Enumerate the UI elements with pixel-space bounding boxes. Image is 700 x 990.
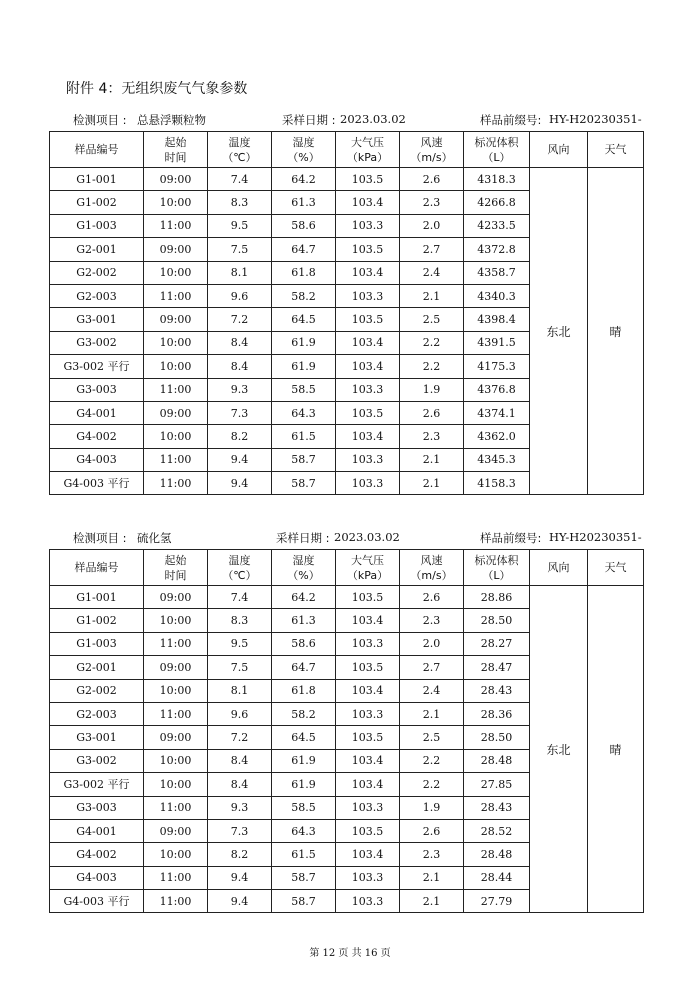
cell-sample-id: G1-003: [50, 632, 144, 655]
cell-temperature: 8.4: [208, 331, 272, 354]
cell-humidity: 64.2: [272, 168, 336, 191]
cell-sample-id: G2-002: [50, 679, 144, 702]
cell-pressure: 103.5: [336, 819, 400, 842]
cell-start-time: 11:00: [144, 214, 208, 237]
cell-std-volume: 4340.3: [464, 284, 530, 307]
cell-wind-speed: 2.6: [400, 586, 464, 609]
cell-sample-id: G2-002: [50, 261, 144, 284]
cell-std-volume: 28.48: [464, 843, 530, 866]
table-2-meta: [0, 530, 700, 546]
cell-sample-id: G1-003: [50, 214, 144, 237]
cell-wind-direction: 东北: [530, 168, 588, 495]
table-row: [50, 586, 644, 609]
cell-std-volume: 28.27: [464, 632, 530, 655]
cell-start-time: 10:00: [144, 843, 208, 866]
date-label: 采样日期 :: [282, 113, 336, 127]
cell-humidity: 58.7: [272, 866, 336, 889]
cell-pressure: 103.4: [336, 843, 400, 866]
cell-humidity: 61.3: [272, 191, 336, 214]
cell-std-volume: 4372.8: [464, 238, 530, 261]
cell-temperature: 9.6: [208, 702, 272, 725]
col-start-time: 起始 时间: [144, 550, 208, 586]
date-value: 2023.03.02: [340, 112, 406, 126]
cell-std-volume: 4233.5: [464, 214, 530, 237]
cell-sample-id: G1-002: [50, 609, 144, 632]
cell-start-time: 09:00: [144, 168, 208, 191]
cell-start-time: 10:00: [144, 261, 208, 284]
cell-pressure: 103.3: [336, 284, 400, 307]
cell-temperature: 9.6: [208, 284, 272, 307]
cell-pressure: 103.5: [336, 308, 400, 331]
cell-temperature: 8.3: [208, 191, 272, 214]
cell-humidity: 61.9: [272, 331, 336, 354]
cell-humidity: 58.6: [272, 214, 336, 237]
cell-std-volume: 4358.7: [464, 261, 530, 284]
cell-temperature: 8.4: [208, 773, 272, 796]
cell-std-volume: 27.79: [464, 890, 530, 913]
cell-weather: 晴: [588, 168, 644, 495]
cell-start-time: 11:00: [144, 890, 208, 913]
cell-temperature: 7.2: [208, 726, 272, 749]
cell-start-time: 09:00: [144, 586, 208, 609]
cell-pressure: 103.3: [336, 632, 400, 655]
cell-std-volume: 4158.3: [464, 472, 530, 495]
prefix-value: HY-H20230351-: [549, 530, 642, 544]
cell-pressure: 103.4: [336, 331, 400, 354]
cell-start-time: 11:00: [144, 866, 208, 889]
cell-pressure: 103.3: [336, 472, 400, 495]
cell-sample-id: G3-002: [50, 749, 144, 772]
cell-std-volume: 28.43: [464, 679, 530, 702]
col-std-volume: 标况体积 （L）: [464, 132, 530, 168]
cell-std-volume: 4266.8: [464, 191, 530, 214]
cell-temperature: 7.3: [208, 401, 272, 424]
table-1-meta: [0, 112, 700, 128]
cell-humidity: 58.2: [272, 284, 336, 307]
cell-wind-speed: 2.1: [400, 866, 464, 889]
cell-humidity: 61.3: [272, 609, 336, 632]
cell-pressure: 103.3: [336, 866, 400, 889]
cell-sample-id: G4-003: [50, 866, 144, 889]
col-weather: 天气: [588, 550, 644, 586]
cell-temperature: 9.5: [208, 214, 272, 237]
cell-sample-id: G4-001: [50, 819, 144, 842]
cell-temperature: 9.3: [208, 796, 272, 819]
cell-wind-speed: 2.2: [400, 749, 464, 772]
col-std-volume: 标况体积 （L）: [464, 550, 530, 586]
cell-humidity: 61.5: [272, 843, 336, 866]
cell-temperature: 8.4: [208, 749, 272, 772]
cell-start-time: 10:00: [144, 749, 208, 772]
cell-pressure: 103.3: [336, 796, 400, 819]
document-title: 附件 4：无组织废气气象参数: [66, 81, 248, 97]
cell-sample-id: G3-003: [50, 378, 144, 401]
cell-pressure: 103.4: [336, 261, 400, 284]
cell-wind-speed: 2.2: [400, 773, 464, 796]
cell-temperature: 9.4: [208, 866, 272, 889]
cell-temperature: 9.4: [208, 890, 272, 913]
cell-start-time: 11:00: [144, 448, 208, 471]
cell-humidity: 61.9: [272, 773, 336, 796]
cell-sample-id: G1-002: [50, 191, 144, 214]
cell-wind-speed: 2.5: [400, 726, 464, 749]
cell-humidity: 64.7: [272, 656, 336, 679]
cell-start-time: 09:00: [144, 308, 208, 331]
cell-wind-speed: 2.3: [400, 609, 464, 632]
cell-wind-speed: 2.4: [400, 679, 464, 702]
cell-start-time: 09:00: [144, 238, 208, 261]
cell-humidity: 58.7: [272, 472, 336, 495]
cell-sample-id: G2-001: [50, 656, 144, 679]
date-value: 2023.03.02: [334, 530, 400, 544]
cell-pressure: 103.4: [336, 679, 400, 702]
cell-pressure: 103.4: [336, 609, 400, 632]
cell-wind-speed: 2.3: [400, 425, 464, 448]
prefix-value: HY-H20230351-: [549, 112, 642, 126]
cell-start-time: 10:00: [144, 773, 208, 796]
col-weather: 天气: [588, 132, 644, 168]
col-sample-id: 样品编号: [50, 132, 144, 168]
cell-humidity: 64.3: [272, 819, 336, 842]
cell-humidity: 61.5: [272, 425, 336, 448]
page-footer: 第 12 页 共 16 页: [309, 948, 391, 959]
cell-wind-speed: 2.4: [400, 261, 464, 284]
col-pressure: 大气压 （kPa）: [336, 132, 400, 168]
cell-pressure: 103.3: [336, 890, 400, 913]
cell-wind-speed: 2.3: [400, 191, 464, 214]
cell-weather: 晴: [588, 586, 644, 913]
cell-humidity: 58.5: [272, 378, 336, 401]
cell-wind-speed: 2.1: [400, 284, 464, 307]
cell-humidity: 61.8: [272, 261, 336, 284]
cell-wind-speed: 2.7: [400, 238, 464, 261]
cell-sample-id: G1-001: [50, 586, 144, 609]
cell-std-volume: 4391.5: [464, 331, 530, 354]
cell-wind-speed: 2.1: [400, 448, 464, 471]
col-wind-speed: 风速 （m/s）: [400, 550, 464, 586]
cell-start-time: 11:00: [144, 632, 208, 655]
col-wind-direction: 风向: [530, 550, 588, 586]
cell-sample-id: G4-001: [50, 401, 144, 424]
cell-temperature: 7.4: [208, 168, 272, 191]
cell-wind-speed: 2.0: [400, 632, 464, 655]
col-humidity: 湿度 （%）: [272, 132, 336, 168]
item-label: 检测项目 :: [73, 531, 127, 545]
col-start-time: 起始 时间: [144, 132, 208, 168]
cell-wind-speed: 2.7: [400, 656, 464, 679]
cell-std-volume: 4398.4: [464, 308, 530, 331]
cell-temperature: 8.3: [208, 609, 272, 632]
cell-sample-id: G4-002: [50, 425, 144, 448]
cell-humidity: 64.2: [272, 586, 336, 609]
cell-std-volume: 28.86: [464, 586, 530, 609]
cell-temperature: 9.5: [208, 632, 272, 655]
cell-wind-speed: 2.2: [400, 355, 464, 378]
cell-pressure: 103.5: [336, 168, 400, 191]
cell-temperature: 9.3: [208, 378, 272, 401]
cell-start-time: 11:00: [144, 702, 208, 725]
cell-wind-speed: 2.6: [400, 168, 464, 191]
cell-wind-speed: 2.1: [400, 472, 464, 495]
cell-sample-id: G1-001: [50, 168, 144, 191]
cell-std-volume: 4374.1: [464, 401, 530, 424]
item-label: 检测项目 :: [73, 113, 127, 127]
cell-humidity: 58.6: [272, 632, 336, 655]
cell-sample-id: G3-001: [50, 726, 144, 749]
cell-start-time: 09:00: [144, 819, 208, 842]
cell-pressure: 103.4: [336, 191, 400, 214]
cell-start-time: 11:00: [144, 378, 208, 401]
cell-pressure: 103.5: [336, 401, 400, 424]
cell-pressure: 103.5: [336, 656, 400, 679]
cell-sample-id: G3-003: [50, 796, 144, 819]
cell-wind-speed: 2.0: [400, 214, 464, 237]
cell-sample-id: G2-001: [50, 238, 144, 261]
cell-pressure: 103.4: [336, 425, 400, 448]
cell-start-time: 11:00: [144, 284, 208, 307]
cell-wind-speed: 2.3: [400, 843, 464, 866]
cell-temperature: 8.4: [208, 355, 272, 378]
header-row: [50, 550, 644, 586]
cell-wind-speed: 2.6: [400, 401, 464, 424]
cell-humidity: 61.9: [272, 749, 336, 772]
cell-sample-id: G4-003 平行: [50, 890, 144, 913]
cell-humidity: 58.5: [272, 796, 336, 819]
cell-pressure: 103.3: [336, 378, 400, 401]
cell-humidity: 64.5: [272, 726, 336, 749]
cell-start-time: 10:00: [144, 425, 208, 448]
cell-wind-speed: 2.5: [400, 308, 464, 331]
cell-pressure: 103.5: [336, 238, 400, 261]
cell-std-volume: 4318.3: [464, 168, 530, 191]
col-temperature: 温度 （℃）: [208, 550, 272, 586]
cell-temperature: 7.4: [208, 586, 272, 609]
cell-humidity: 58.2: [272, 702, 336, 725]
cell-std-volume: 28.47: [464, 656, 530, 679]
cell-temperature: 9.4: [208, 472, 272, 495]
cell-wind-speed: 2.6: [400, 819, 464, 842]
cell-start-time: 10:00: [144, 355, 208, 378]
cell-start-time: 09:00: [144, 401, 208, 424]
item-value: 总悬浮颗粒物: [137, 113, 206, 127]
col-wind-direction: 风向: [530, 132, 588, 168]
cell-humidity: 64.3: [272, 401, 336, 424]
cell-sample-id: G3-002 平行: [50, 355, 144, 378]
table-row: [50, 168, 644, 191]
item-value: 硫化氢: [137, 531, 172, 545]
cell-std-volume: 28.44: [464, 866, 530, 889]
cell-temperature: 7.3: [208, 819, 272, 842]
col-humidity: 湿度 （%）: [272, 550, 336, 586]
cell-pressure: 103.3: [336, 214, 400, 237]
col-pressure: 大气压 （kPa）: [336, 550, 400, 586]
cell-start-time: 10:00: [144, 609, 208, 632]
cell-pressure: 103.5: [336, 726, 400, 749]
cell-sample-id: G3-001: [50, 308, 144, 331]
cell-wind-speed: 2.2: [400, 331, 464, 354]
cell-std-volume: 4345.3: [464, 448, 530, 471]
cell-humidity: 58.7: [272, 890, 336, 913]
cell-pressure: 103.5: [336, 586, 400, 609]
cell-std-volume: 28.52: [464, 819, 530, 842]
cell-std-volume: 4376.8: [464, 378, 530, 401]
cell-start-time: 10:00: [144, 679, 208, 702]
cell-start-time: 11:00: [144, 472, 208, 495]
cell-start-time: 11:00: [144, 796, 208, 819]
cell-std-volume: 4362.0: [464, 425, 530, 448]
cell-sample-id: G4-003 平行: [50, 472, 144, 495]
cell-humidity: 64.5: [272, 308, 336, 331]
cell-temperature: 8.1: [208, 679, 272, 702]
meteorological-table-h2s: [49, 549, 644, 913]
col-temperature: 温度 （℃）: [208, 132, 272, 168]
cell-start-time: 10:00: [144, 331, 208, 354]
col-wind-speed: 风速 （m/s）: [400, 132, 464, 168]
cell-humidity: 61.8: [272, 679, 336, 702]
cell-std-volume: 27.85: [464, 773, 530, 796]
cell-sample-id: G2-003: [50, 284, 144, 307]
cell-humidity: 64.7: [272, 238, 336, 261]
cell-sample-id: G4-003: [50, 448, 144, 471]
cell-start-time: 10:00: [144, 191, 208, 214]
date-label: 采样日期 :: [276, 531, 330, 545]
cell-sample-id: G3-002: [50, 331, 144, 354]
cell-temperature: 7.2: [208, 308, 272, 331]
cell-std-volume: 28.50: [464, 609, 530, 632]
cell-sample-id: G3-002 平行: [50, 773, 144, 796]
cell-pressure: 103.4: [336, 749, 400, 772]
cell-humidity: 61.9: [272, 355, 336, 378]
prefix-label: 样品前缀号:: [480, 113, 542, 127]
cell-std-volume: 28.36: [464, 702, 530, 725]
cell-std-volume: 28.50: [464, 726, 530, 749]
cell-start-time: 09:00: [144, 726, 208, 749]
cell-temperature: 8.1: [208, 261, 272, 284]
cell-std-volume: 4175.3: [464, 355, 530, 378]
col-sample-id: 样品编号: [50, 550, 144, 586]
cell-pressure: 103.3: [336, 702, 400, 725]
cell-wind-direction: 东北: [530, 586, 588, 913]
cell-wind-speed: 1.9: [400, 378, 464, 401]
cell-std-volume: 28.48: [464, 749, 530, 772]
cell-wind-speed: 1.9: [400, 796, 464, 819]
cell-pressure: 103.4: [336, 773, 400, 796]
cell-sample-id: G2-003: [50, 702, 144, 725]
cell-pressure: 103.4: [336, 355, 400, 378]
meteorological-table-tsp: [49, 131, 644, 495]
cell-temperature: 8.2: [208, 425, 272, 448]
cell-temperature: 8.2: [208, 843, 272, 866]
cell-sample-id: G4-002: [50, 843, 144, 866]
cell-pressure: 103.3: [336, 448, 400, 471]
cell-wind-speed: 2.1: [400, 890, 464, 913]
prefix-label: 样品前缀号:: [480, 531, 542, 545]
header-row: [50, 132, 644, 168]
cell-start-time: 09:00: [144, 656, 208, 679]
cell-temperature: 7.5: [208, 656, 272, 679]
cell-temperature: 9.4: [208, 448, 272, 471]
cell-humidity: 58.7: [272, 448, 336, 471]
cell-wind-speed: 2.1: [400, 702, 464, 725]
cell-std-volume: 28.43: [464, 796, 530, 819]
cell-temperature: 7.5: [208, 238, 272, 261]
